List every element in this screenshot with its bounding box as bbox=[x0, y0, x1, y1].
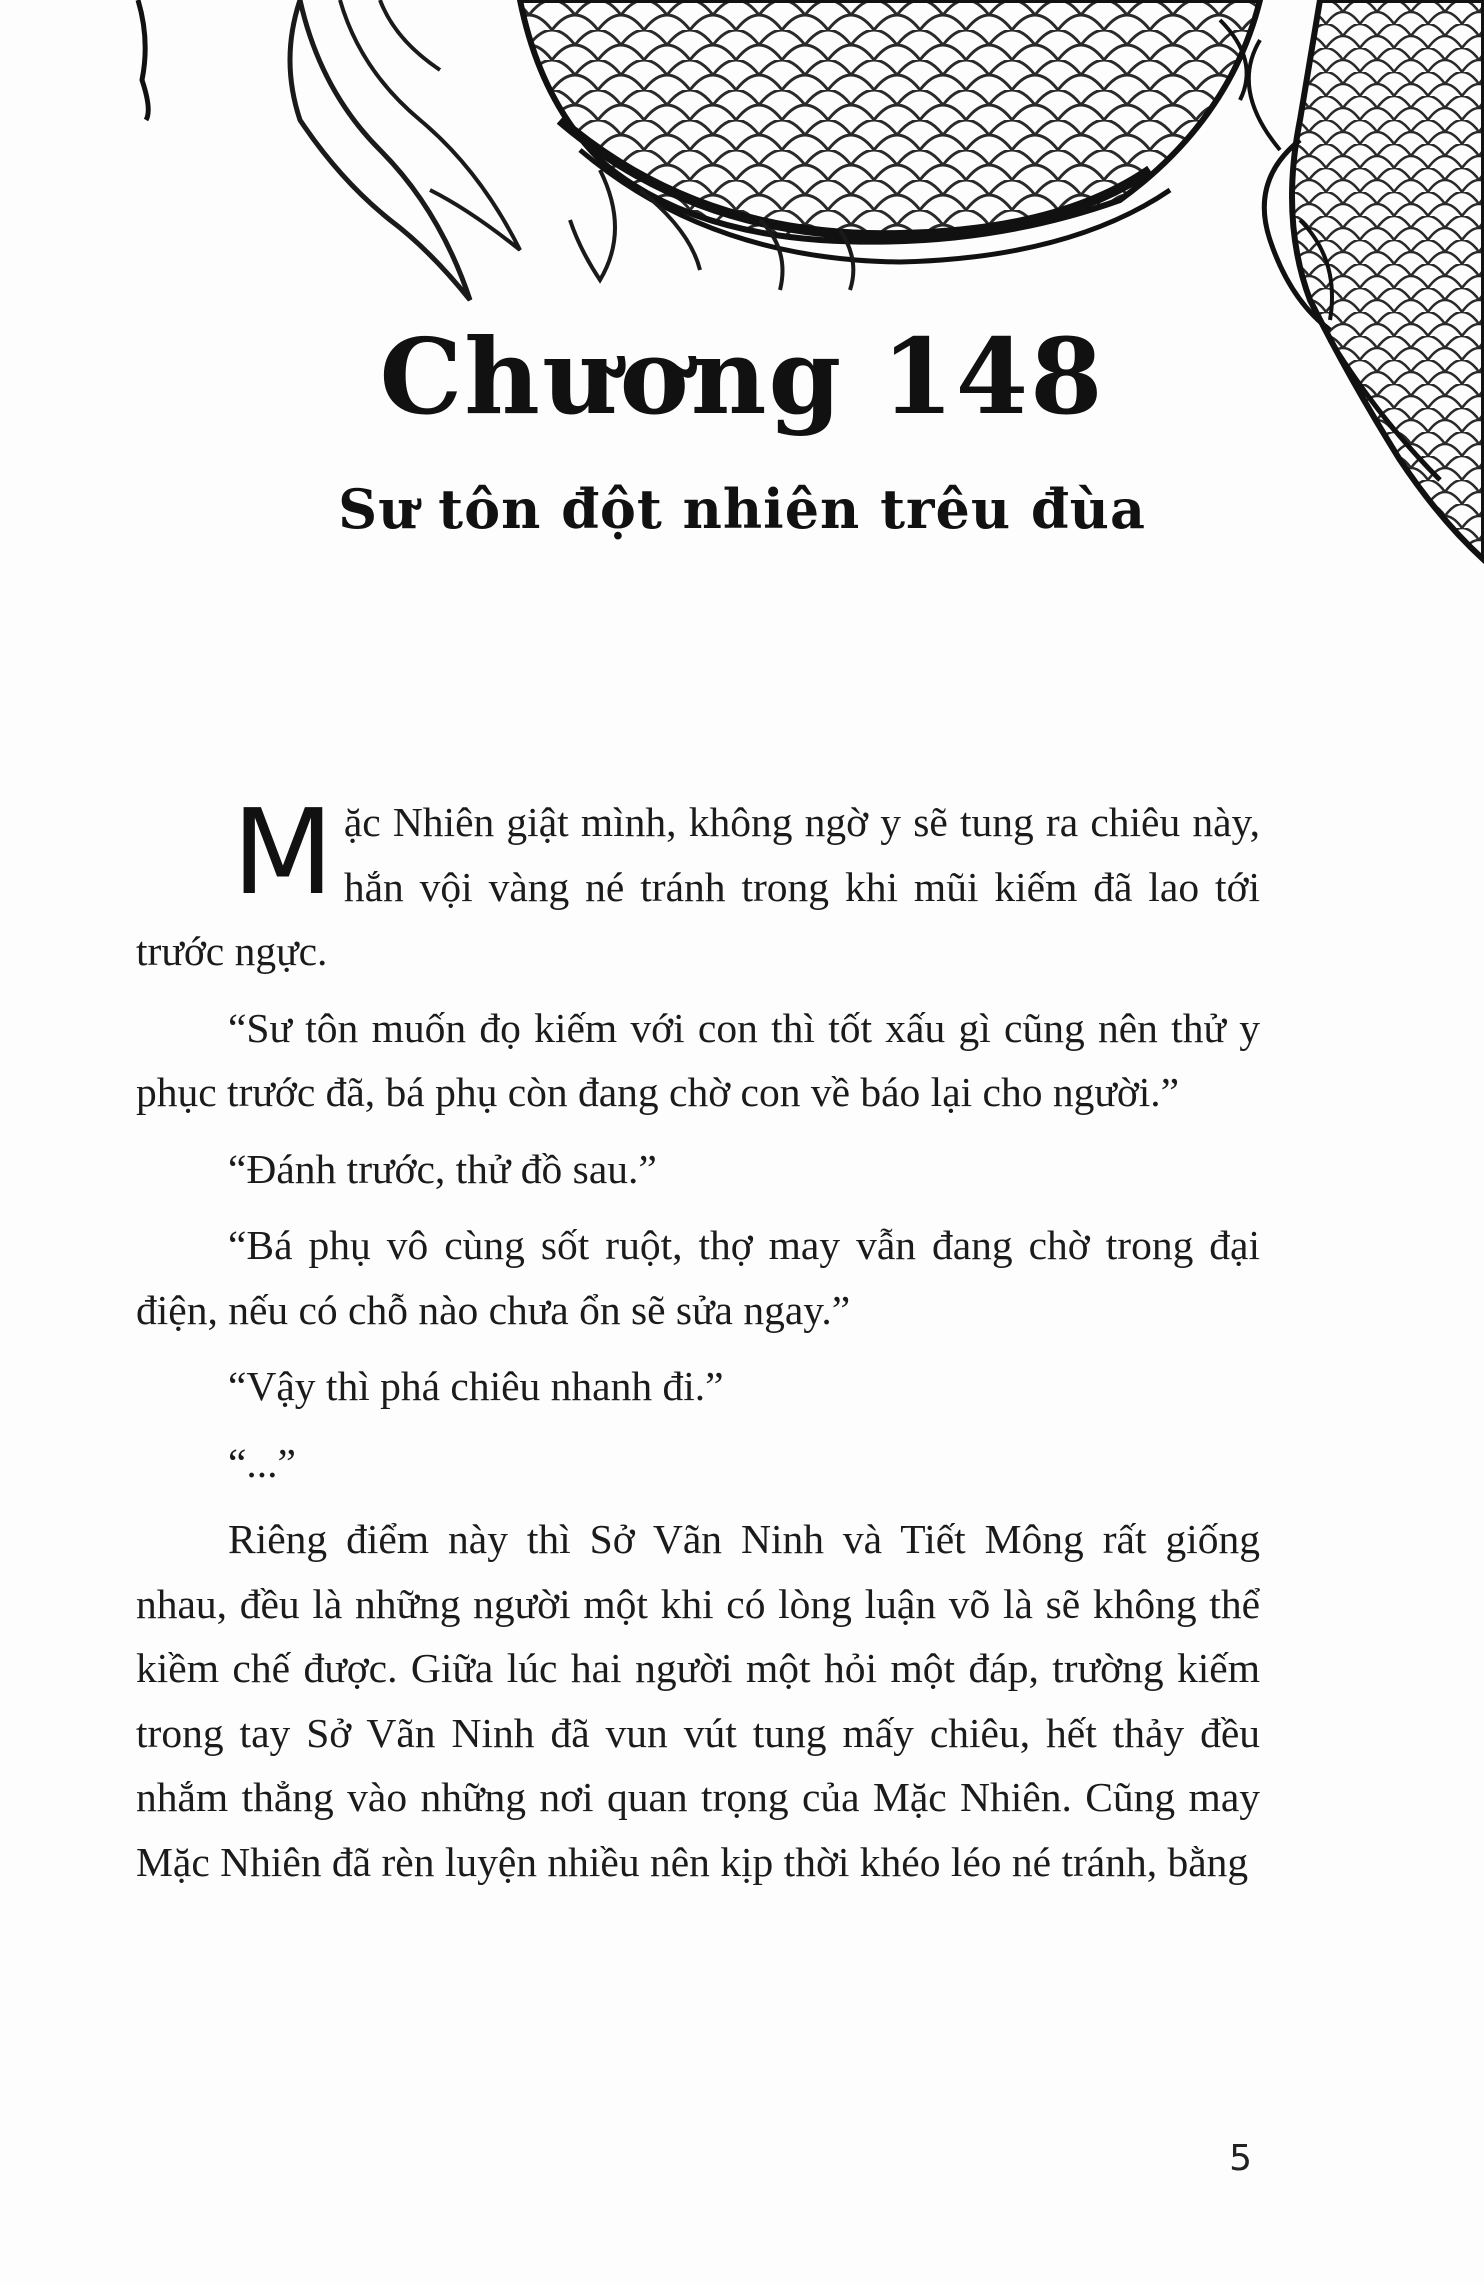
paragraph: “Đánh trước, thử đồ sau.” bbox=[228, 1145, 657, 1192]
paragraph bbox=[136, 783, 1260, 984]
paragraph: “...” bbox=[228, 1439, 296, 1486]
paragraph: Riêng điểm này thì Sở Vãn Ninh và Tiết Mông rất giống nhau, đều là những người một khi có lòng luận võ là sẽ không thể kiềm chế được. Giữa lúc hai người một hỏi một đáp, trường kiếm trong tay Sở Vãn Ninh đã vun vút tung mấy chiêu, hết thảy đều nhắm thẳng vào những nơi quan trọng của Mặc Nhiên. Cũng may Mặc Nhiên đã rèn luyện nhiều nên kịp thời khéo léo né tránh, bằng bbox=[136, 1516, 1260, 1885]
paragraph-text: ặc Nhiên giật mình, không ngờ y sẽ tung ra chiêu này, hắn vội vàng né tránh trong khi mũi kiếm đã lao tới trước ngực. bbox=[136, 799, 1260, 974]
drop-cap: M bbox=[232, 783, 334, 921]
paragraph: “Sư tôn muốn đọ kiếm với con thì tốt xấu gì cũng nên thử y phục trước đã, bá phụ còn đang chờ con về báo lại cho người.” bbox=[136, 1004, 1260, 1115]
chapter-body bbox=[136, 783, 1260, 1906]
chapter-subtitle: Sư tôn đột nhiên trêu đùa bbox=[338, 476, 1146, 541]
paragraph: “Vậy thì phá chiêu nhanh đi.” bbox=[228, 1363, 724, 1409]
page-number: 5 bbox=[1229, 2138, 1252, 2179]
paragraph: “Bá phụ vô cùng sốt ruột, thợ may vẫn đang chờ trong đại điện, nếu có chỗ nào chưa ổn sẽ sửa ngay.” bbox=[136, 1222, 1260, 1333]
chapter-heading: Chương 148 bbox=[379, 314, 1105, 438]
